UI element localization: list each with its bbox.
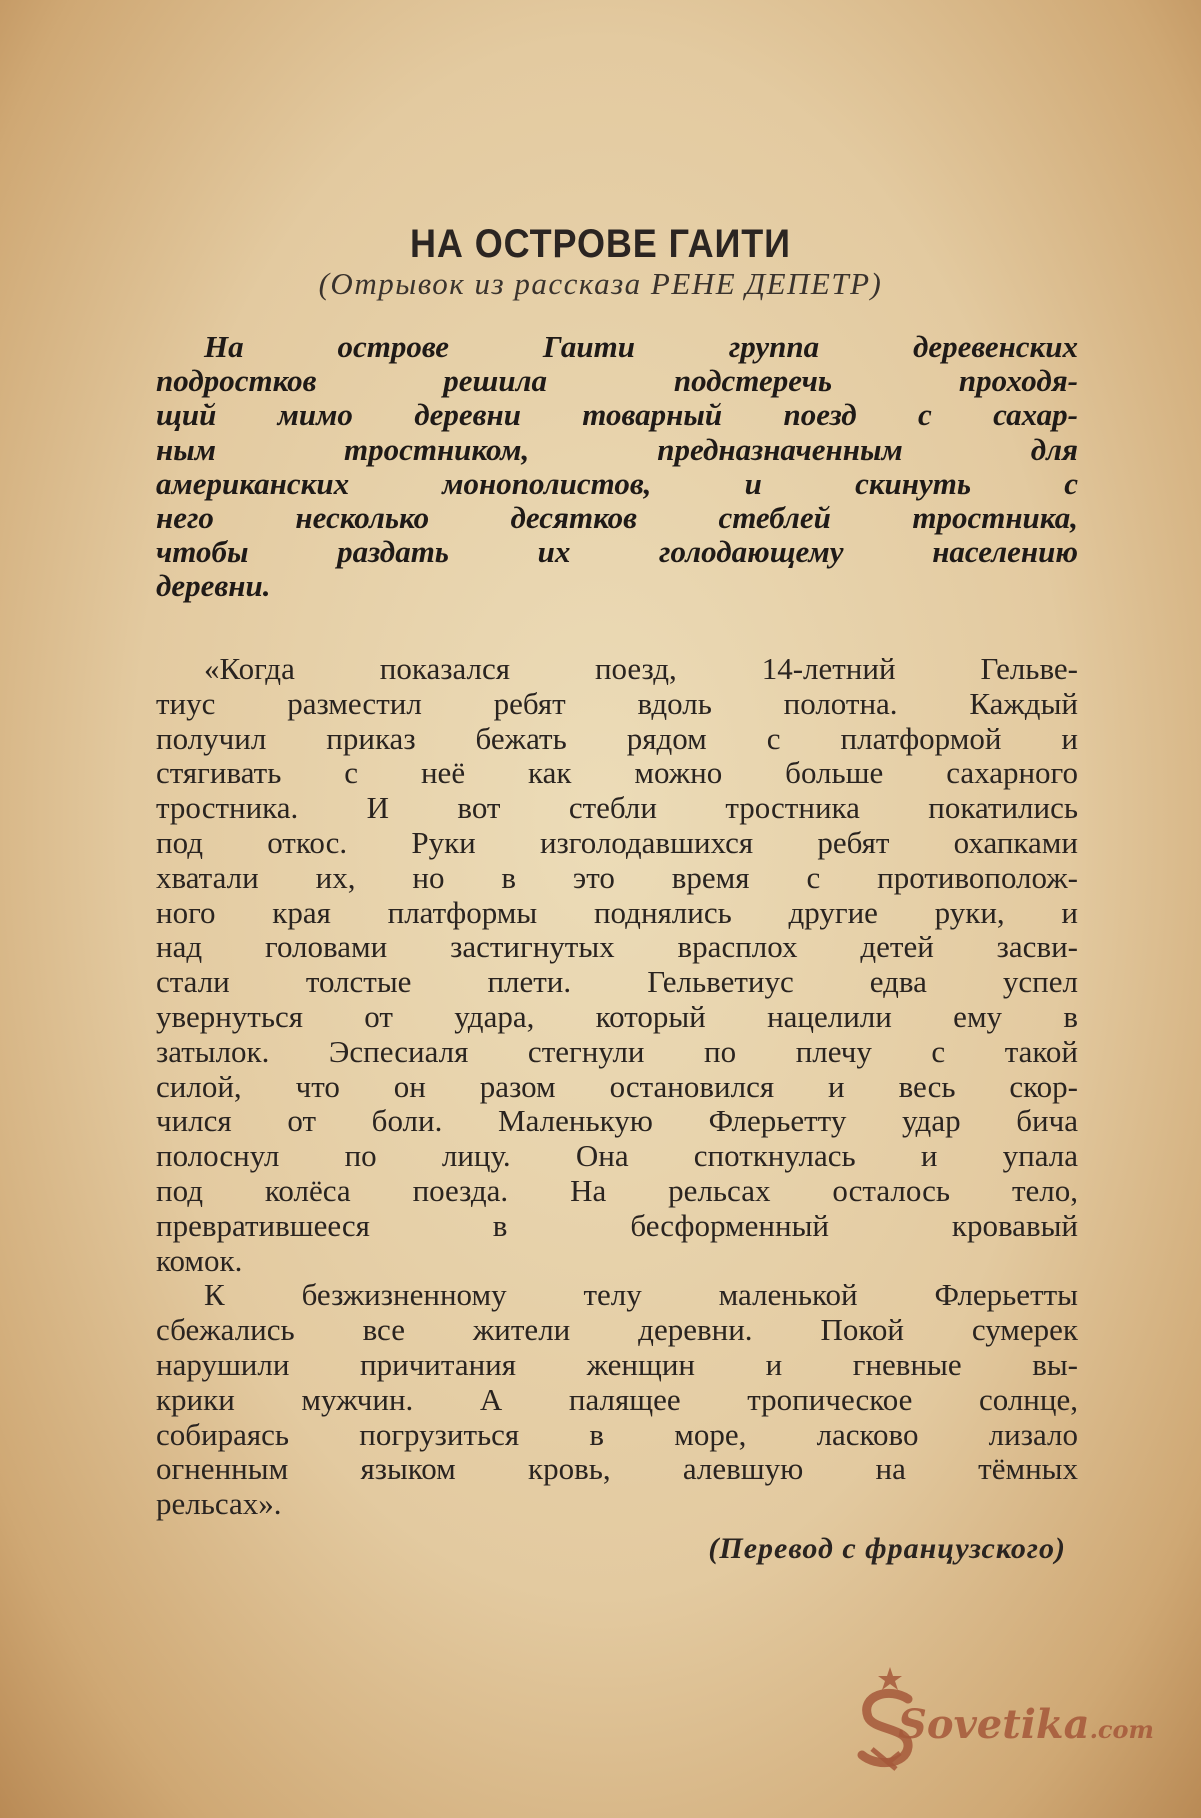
text-line: превратившееся в бесформенный кровавый [156,1207,1078,1243]
text-line: собираясь погрузиться в море, ласково лизало [156,1416,1078,1452]
text-line: под откос. Руки изголодавшихся ребят охапками [156,824,1078,860]
text-line: чился от боли. Маленькую Флерьетту удар бича [156,1103,1078,1139]
text-line: стягивать с неё как можно больше сахарного [156,755,1078,791]
text-line: стали толстые плети. Гельветиус едва успел [156,964,1078,1000]
text-line: полоснул по лицу. Она споткнулась и упала [156,1138,1078,1174]
translation-note: (Перевод с французского) [708,1532,1066,1565]
text-line: К безжизненному телу маленькой Флерьетты [204,1277,1078,1313]
watermark-logo [850,1665,1190,1775]
watermark-text [898,1701,1154,1748]
text-line: тростника. И вот стебли тростника покатились [156,790,1078,826]
text-line: ного края платформы поднялись другие руки, и [156,894,1078,930]
text-line: под колёса поезда. На рельсах осталось тело, [156,1172,1078,1208]
text-line: нарушили причитания женщин и гневные вы- [156,1346,1078,1382]
watermark-domain: .com [1089,1715,1154,1744]
text-line: него несколько десятков стеблей тростника, [156,500,1078,536]
text-line: На острове Гаити группа деревенских [204,329,1078,364]
text-line: ным тростником, предназначенным для [156,431,1078,467]
text-line: силой, что он разом остановился и весь скор- [156,1068,1078,1104]
text-line: увернуться от удара, который нацелили ему в [156,998,1078,1034]
article-subtitle: (Отрывок из рассказа РЕНЕ ДЕПЕТР) [318,266,883,301]
text-line: подростков решила подстеречь проходя- [156,363,1078,399]
lead-paragraph [156,330,1078,604]
text-line: щий мимо деревни товарный поезд с сахар- [156,397,1078,433]
text-line: сбежались все жители деревни. Покой сумерек [156,1312,1078,1348]
text-line: хватали их, но в это время с противополож- [156,859,1078,895]
text-line: комок. [156,1242,243,1278]
text-line: над головами застигнутых врасплох детей засви- [156,929,1078,965]
text-line: получил приказ бежать рядом с платформой и [156,720,1078,756]
text-line: деревни. [156,568,271,604]
text-line: «Когда показался поезд, 14-летний Гельве- [204,651,1078,686]
article-title: НА ОСТРОВЕ ГАИТИ [410,222,791,266]
text-line: крики мужчин. А палящее тропическое солнце, [156,1381,1078,1417]
text-line: тиус разместил ребят вдоль полотна. Каждый [156,685,1078,721]
body-text [156,652,1078,1522]
text-line: затылок. Эспесиаля стегнули по плечу с такой [156,1033,1078,1069]
text-line: огненным языком кровь, алевшую на тёмных [156,1451,1078,1487]
text-line: чтобы раздать их голодающему населению [156,534,1078,570]
watermark-name: Sovetika [898,1701,1090,1748]
text-line: рельсах». [156,1486,282,1522]
text-line: американских монополистов, и скинуть с [156,465,1078,501]
